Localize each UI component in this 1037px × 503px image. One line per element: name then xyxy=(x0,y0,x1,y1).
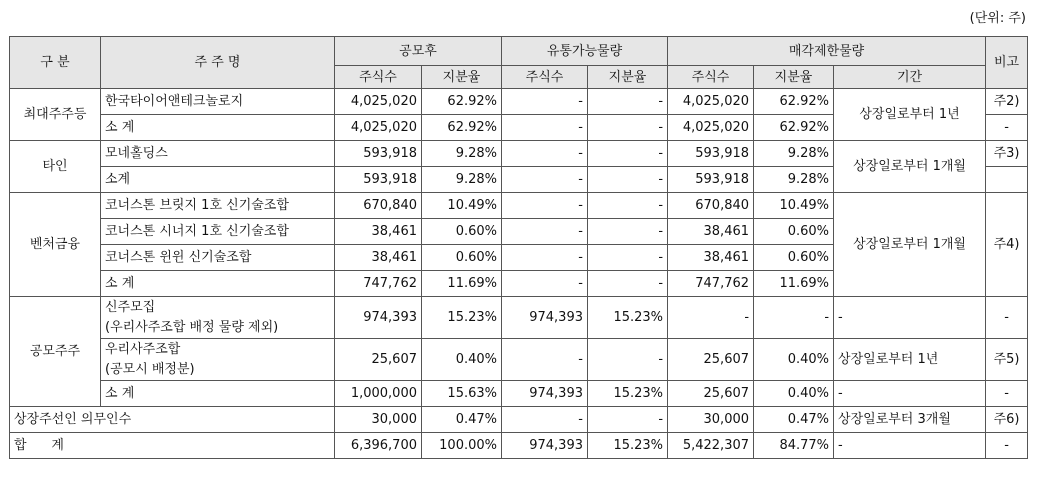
trade-ratio: 15.23% xyxy=(588,381,668,407)
after-ratio: 62.92% xyxy=(422,115,502,141)
shareholder-name-line2: (우리사주조합 배정 물량 제외) xyxy=(105,319,279,335)
remark: - xyxy=(986,433,1028,459)
header-remarks: 비고 xyxy=(986,37,1028,89)
after-shares: 6,396,700 xyxy=(335,433,422,459)
shareholder-name xyxy=(101,339,335,381)
shareholder-name xyxy=(101,297,335,339)
rest-shares: 747,762 xyxy=(668,271,754,297)
trade-ratio: - xyxy=(588,193,668,219)
shareholder-name: 소 계 xyxy=(101,115,335,141)
header-period: 기간 xyxy=(834,66,986,89)
rest-ratio: 62.92% xyxy=(754,115,834,141)
group-label: 최대주주등 xyxy=(10,89,101,141)
header-restricted: 매각제한물량 xyxy=(668,37,986,66)
trade-ratio: - xyxy=(588,339,668,381)
remark: - xyxy=(986,297,1028,339)
after-shares: 670,840 xyxy=(335,193,422,219)
group-label: 벤처금융 xyxy=(10,193,101,297)
rest-shares: 25,607 xyxy=(668,339,754,381)
after-ratio: 0.60% xyxy=(422,219,502,245)
after-ratio: 15.23% xyxy=(422,297,502,339)
trade-ratio: - xyxy=(588,407,668,433)
rest-shares: 670,840 xyxy=(668,193,754,219)
after-shares: 30,000 xyxy=(335,407,422,433)
header-after-ipo: 공모후 xyxy=(335,37,502,66)
group-label: 공모주주 xyxy=(10,297,101,407)
lockup-period: 상장일로부터 1년 xyxy=(834,89,986,141)
group-label: 상장주선인 의무인수 xyxy=(10,407,335,433)
trade-shares: - xyxy=(502,193,588,219)
lockup-period: - xyxy=(834,297,986,339)
shareholder-name: 소계 xyxy=(101,167,335,193)
total-label xyxy=(10,433,335,459)
after-shares: 593,918 xyxy=(335,167,422,193)
shareholder-name-line1: 신주모집 xyxy=(105,299,156,315)
remark xyxy=(986,167,1028,193)
after-shares: 593,918 xyxy=(335,141,422,167)
remark: 주4) xyxy=(986,193,1028,297)
rest-ratio: 0.60% xyxy=(754,245,834,271)
trade-shares: 974,393 xyxy=(502,297,588,339)
remark: - xyxy=(986,115,1028,141)
rest-shares: 25,607 xyxy=(668,381,754,407)
rest-ratio: 0.40% xyxy=(754,339,834,381)
trade-ratio: 15.23% xyxy=(588,297,668,339)
header-ratio: 지분율 xyxy=(422,66,502,89)
table-row xyxy=(10,407,1028,433)
shareholder-name: 코너스톤 시너지 1호 신기술조합 xyxy=(101,219,335,245)
rest-shares: 38,461 xyxy=(668,245,754,271)
table-row xyxy=(10,297,1028,339)
trade-shares: - xyxy=(502,89,588,115)
rest-ratio: 62.92% xyxy=(754,89,834,115)
trade-shares: 974,393 xyxy=(502,433,588,459)
rest-ratio: 0.40% xyxy=(754,381,834,407)
lockup-period: 상장일로부터 1년 xyxy=(834,339,986,381)
lockup-period: 상장일로부터 3개월 xyxy=(834,407,986,433)
after-ratio: 62.92% xyxy=(422,89,502,115)
trade-shares: - xyxy=(502,141,588,167)
trade-ratio: - xyxy=(588,89,668,115)
shareholder-name: 코너스톤 윈윈 신기술조합 xyxy=(101,245,335,271)
rest-shares: - xyxy=(668,297,754,339)
after-ratio: 9.28% xyxy=(422,141,502,167)
header-shares: 주식수 xyxy=(335,66,422,89)
trade-ratio: - xyxy=(588,141,668,167)
rest-ratio: 0.60% xyxy=(754,219,834,245)
after-shares: 1,000,000 xyxy=(335,381,422,407)
shareholder-name-line1: 우리사주조합 xyxy=(105,341,181,357)
after-shares: 974,393 xyxy=(335,297,422,339)
trade-shares: 974,393 xyxy=(502,381,588,407)
shareholder-name: 코너스톤 브릿지 1호 신기술조합 xyxy=(101,193,335,219)
rest-ratio: 9.28% xyxy=(754,141,834,167)
lockup-table xyxy=(9,36,1028,459)
header-tradable: 유통가능물량 xyxy=(502,37,668,66)
rest-shares: 4,025,020 xyxy=(668,89,754,115)
after-ratio: 9.28% xyxy=(422,167,502,193)
shareholder-name: 소 계 xyxy=(101,271,335,297)
remark: - xyxy=(986,381,1028,407)
trade-shares: - xyxy=(502,339,588,381)
shareholder-name: 한국타이어앤테크놀로지 xyxy=(101,89,335,115)
trade-shares: - xyxy=(502,245,588,271)
table-row xyxy=(10,141,1028,167)
rest-ratio: 0.47% xyxy=(754,407,834,433)
table-row xyxy=(10,193,1028,219)
rest-shares: 30,000 xyxy=(668,407,754,433)
after-shares: 38,461 xyxy=(335,245,422,271)
remark: 주6) xyxy=(986,407,1028,433)
after-shares: 4,025,020 xyxy=(335,115,422,141)
after-ratio: 10.49% xyxy=(422,193,502,219)
after-ratio: 100.00% xyxy=(422,433,502,459)
trade-shares: - xyxy=(502,407,588,433)
trade-ratio: - xyxy=(588,245,668,271)
remark: 주2) xyxy=(986,89,1028,115)
trade-ratio: - xyxy=(588,271,668,297)
after-ratio: 0.47% xyxy=(422,407,502,433)
table-row xyxy=(10,433,1028,459)
rest-shares: 4,025,020 xyxy=(668,115,754,141)
rest-shares: 593,918 xyxy=(668,167,754,193)
header-shareholder: 주 주 명 xyxy=(101,37,335,89)
after-ratio: 11.69% xyxy=(422,271,502,297)
header-shares: 주식수 xyxy=(668,66,754,89)
rest-shares: 38,461 xyxy=(668,219,754,245)
lockup-period: 상장일로부터 1개월 xyxy=(834,193,986,297)
remark: 주5) xyxy=(986,339,1028,381)
remark: 주3) xyxy=(986,141,1028,167)
unit-note: (단위: 주) xyxy=(969,11,1026,26)
trade-ratio: - xyxy=(588,167,668,193)
after-ratio: 0.40% xyxy=(422,339,502,381)
trade-ratio: - xyxy=(588,115,668,141)
header-ratio: 지분율 xyxy=(754,66,834,89)
header-shares: 주식수 xyxy=(502,66,588,89)
trade-ratio: - xyxy=(588,219,668,245)
after-shares: 25,607 xyxy=(335,339,422,381)
after-shares: 4,025,020 xyxy=(335,89,422,115)
trade-shares: - xyxy=(502,115,588,141)
rest-ratio: 11.69% xyxy=(754,271,834,297)
table-row xyxy=(10,339,1028,381)
table-row xyxy=(10,381,1028,407)
rest-shares: 5,422,307 xyxy=(668,433,754,459)
after-ratio: 15.63% xyxy=(422,381,502,407)
table-row xyxy=(10,89,1028,115)
shareholder-name: 소 계 xyxy=(101,381,335,407)
header-ratio: 지분율 xyxy=(588,66,668,89)
lockup-period: - xyxy=(834,433,986,459)
lockup-period: - xyxy=(834,381,986,407)
header-category: 구 분 xyxy=(10,37,101,89)
rest-ratio: 9.28% xyxy=(754,167,834,193)
group-label: 타인 xyxy=(10,141,101,193)
shareholder-name-line2: (공모시 배정분) xyxy=(105,361,195,377)
rest-ratio: 10.49% xyxy=(754,193,834,219)
rest-ratio: - xyxy=(754,297,834,339)
trade-shares: - xyxy=(502,271,588,297)
rest-shares: 593,918 xyxy=(668,141,754,167)
total-label-text: 합 계 xyxy=(14,438,64,453)
trade-shares: - xyxy=(502,167,588,193)
after-shares: 747,762 xyxy=(335,271,422,297)
trade-shares: - xyxy=(502,219,588,245)
shareholder-name: 모네홀딩스 xyxy=(101,141,335,167)
rest-ratio: 84.77% xyxy=(754,433,834,459)
lockup-period: 상장일로부터 1개월 xyxy=(834,141,986,193)
trade-ratio: 15.23% xyxy=(588,433,668,459)
after-ratio: 0.60% xyxy=(422,245,502,271)
after-shares: 38,461 xyxy=(335,219,422,245)
